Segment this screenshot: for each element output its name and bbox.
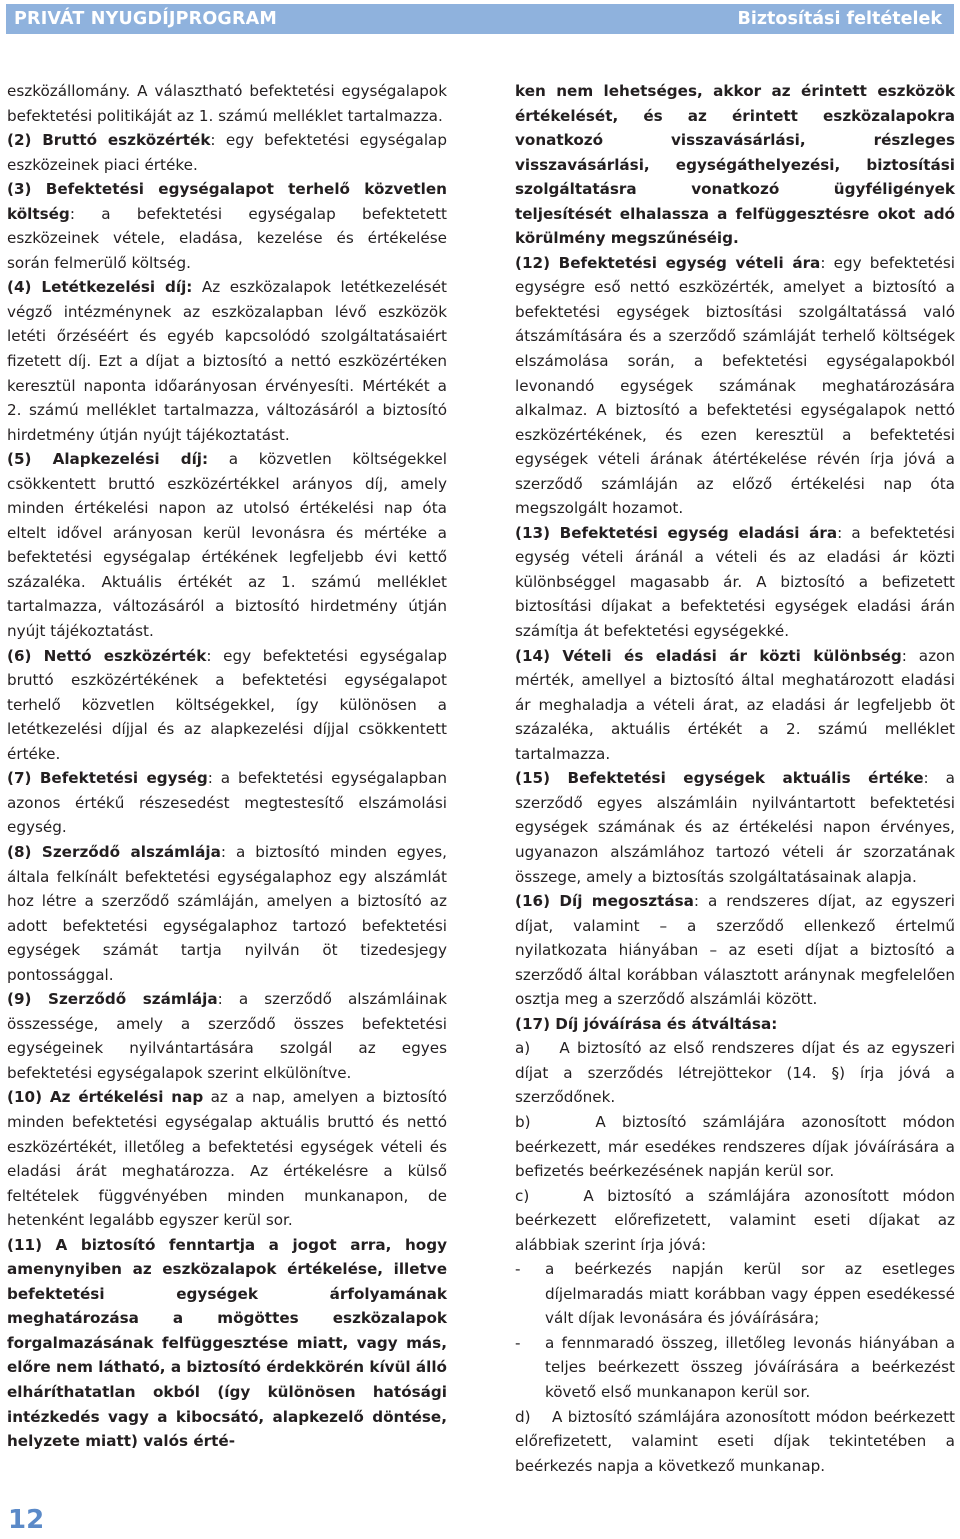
page-number: 12 bbox=[8, 1505, 45, 1535]
paragraph-15 bbox=[515, 766, 955, 889]
header-section-title: Biztosítási feltételek bbox=[737, 9, 942, 29]
term-15: (15) Befektetési egységek aktuális értéke bbox=[515, 769, 924, 788]
definition-5: a közvetlen költségekkel csökkentett bruttó eszközértékkel arányos díj, amely minden értékelési napon az utolsó értékelési nap óta eltelt idővel arányosan kerül levonásra és mértéke a befektetési egységalap értékének legfeljebb évi kettő százaléka. Aktuális értékét az 1. számú melléklet tartalmazza, változásáról a biztosító hirdetmény útján nyújt tájékoztatást. bbox=[7, 450, 447, 641]
definition-3: : a befektetési egységalap befektetett eszközeinek vétele, eladása, kezelése és értékelése során felmerülő költség. bbox=[7, 204, 447, 272]
paragraph-12 bbox=[515, 251, 955, 521]
item-d-marker: d) bbox=[515, 1407, 531, 1426]
term-8: (8) Szerződő alszámlája bbox=[7, 842, 221, 861]
right-text-column bbox=[515, 79, 955, 1478]
item-c-text: A biztosító a számlájára azonosított módon beérkezett előrefizetett, valamint eseti díjakat az alábbiak szerint írja jóvá: bbox=[515, 1186, 956, 1254]
definition-7: : a befektetési egységalapban azonos értékű részesedést megtestesítő elszámolási egység. bbox=[7, 769, 448, 837]
header-program-title: PRIVÁT NYUGDÍJPROGRAM bbox=[14, 9, 277, 29]
term-12: (12) Befektetési egység vételi ára bbox=[515, 253, 821, 272]
paragraph-11-continuation: ken nem lehetséges, akkor az érintett eszközök értékelését, és az érintett eszközalapokra vonatkozó visszavásárlási, részleges visszavásárlási, egységáthelyezési, biztosítási szolgáltatásra vonatkozó ügyféligények teljesítését elhalassza a felfüggesztésre okot adó körülmény megszűnéséig. bbox=[515, 82, 955, 248]
item-a-marker: a) bbox=[515, 1039, 531, 1058]
paragraph-8 bbox=[7, 840, 447, 987]
paragraph-17-title: (17) Díj jóváírása és átváltása: bbox=[515, 1014, 778, 1033]
dash-text-1: a beérkezés napján kerül sor az esetleges díjelmaradás miatt korábban vagy éppen esedékessé vált díjak levonására és jóváírására; bbox=[545, 1260, 955, 1328]
dash-text-2: a fennmaradó összeg, illetőleg levonás hiányában a teljes beérkezett összeg jóváírására a beérkezést követő első munkanapon kerül sor. bbox=[545, 1333, 955, 1401]
paragraph-14 bbox=[515, 644, 955, 767]
dash-marker-1: - bbox=[515, 1260, 521, 1279]
item-d bbox=[515, 1405, 955, 1479]
dash-item-2 bbox=[515, 1331, 955, 1405]
paragraph-2 bbox=[7, 128, 447, 177]
paragraph-1-continuation: eszközállomány. A választható befektetési egységalapok befektetési politikáját az 1. számú melléklet tartalmazza. bbox=[7, 82, 447, 125]
paragraph-4 bbox=[7, 275, 447, 447]
term-9: (9) Szerződő számlája bbox=[7, 990, 218, 1009]
term-4: (4) Letétkezelési díj: bbox=[7, 278, 193, 297]
paragraph-7 bbox=[7, 766, 447, 840]
item-b-marker: b) bbox=[515, 1112, 531, 1131]
paragraph-11: (11) A biztosító fenntartja a jogot arra, hogy amenynyiben az eszközalapok értékelése, illetve befektetési egységek árfolyamának meghatározása a mögöttes eszközalapok forgalmazásának felfüggesztése miatt, vagy más, előre nem látható, a biztosító érdekkörén kívül álló elháríthatatlan okból (így különösen hatósági intézkedés vagy a kibocsátó, alapkezelő döntése, helyzete miatt) valós érté- bbox=[7, 1235, 447, 1451]
item-c bbox=[515, 1184, 955, 1258]
paragraph-9 bbox=[7, 987, 447, 1085]
paragraph-10 bbox=[7, 1085, 447, 1232]
term-5: (5) Alapkezelési díj: bbox=[7, 450, 209, 469]
left-text-column bbox=[7, 79, 447, 1454]
item-a-text: A biztosító az első rendszeres díjat és az egyszeri díjat a szerződés létrejöttekor (14. §) írja jóvá a szerződőnek. bbox=[515, 1039, 955, 1107]
paragraph-5 bbox=[7, 447, 447, 643]
term-10: (10) Az értékelési nap bbox=[7, 1088, 204, 1107]
term-14: (14) Vételi és eladási ár közti különbség bbox=[515, 646, 902, 665]
definition-8: : a biztosító minden egyes, általa felkínált befektetési egységalaphoz egy alszámlát hoz létre a szerződő számláján, amelyen a biztosító az adott befektetési egységalaphoz tartozó befektetési egységek számát tartja nyilván öt tizedesjegy pontossággal. bbox=[7, 842, 447, 984]
definition-10: az a nap, amelyen a biztosító minden befektetési egységalap aktuális bruttó és nettó eszközértékét, illetőleg a befektetési egységek vételi és eladási árát meghatározza. Az értékelésre a külső feltételek függvényében minden munkanapon, de hetenként legalább egyszer kerül sor. bbox=[7, 1088, 447, 1230]
term-13: (13) Befektetési egység eladási ára bbox=[515, 523, 838, 542]
definition-12: : egy befektetési egységre eső nettó eszközérték, amelyet a biztosító a befektetési egységek biztosítási szolgáltatássá való átszámítására és a szerződő számláját terhelő költségek elszámolása során, a befektetési egységalapokból levonandó egységek számának meghatározására alkalmaz. A biztosító a befektetési egységalapok nettó eszközértékének, és ezen keresztül a befektetési egységek vételi árának átértékelése révén írja jóvá a szerződő számláján az előző értékelési nap óta megszolgált hozamot. bbox=[515, 253, 955, 518]
item-c-marker: c) bbox=[515, 1186, 530, 1205]
term-2: (2) Bruttó eszközérték bbox=[7, 131, 211, 150]
definition-2: : egy befektetési egységalap eszközeinek piaci értéke. bbox=[7, 131, 447, 174]
item-b-text: A biztosító számlájára azonosított módon beérkezett, már esedékes rendszeres díjak jóváírására a befizetés beérkezésének napján kerül sor. bbox=[515, 1112, 955, 1181]
paragraph-16 bbox=[515, 889, 955, 1012]
item-a bbox=[515, 1036, 955, 1110]
definition-13: : a befektetési egység vételi áránál a vételi és az eladási ár közti különbséggel magasabb ár. A biztosító a befizetett biztosítási díjakat a befektetési egységek eladási árán számítja át befektetési egységekké. bbox=[515, 523, 956, 641]
definition-15: : a szerződő egyes alszámláin nyilvántartott befektetési egységek számának és az értékelési napon érvényes, ugyanazon alszámlához tartozó vételi ár szorzatának összege, amely a biztosítás szolgáltatásainak alapja. bbox=[515, 769, 955, 886]
dash-marker-2: - bbox=[515, 1333, 521, 1352]
item-d-text: A biztosító számlájára azonosított módon beérkezett előrefizetett, valamint eseti díjak tekintetében a beérkezés napja a következő munkanap. bbox=[515, 1407, 955, 1475]
paragraph-13 bbox=[515, 521, 955, 644]
term-7: (7) Befektetési egység bbox=[7, 769, 208, 788]
definition-16: : a rendszeres díjat, az egyszeri díjat, valamint – a szerződő ellenkező értelmű nyilatkozata hiányában – az eseti díjat a biztosító a szerződő által korábban választott aránynak megfelelően osztja meg a szerződő alszámlái között. bbox=[515, 892, 956, 1009]
term-16: (16) Díj megosztása bbox=[515, 892, 694, 911]
definition-6: : egy befektetési egységalap bruttó eszközértékének a befektetési egységalapot terhelő közvetlen költségekkel, így különösen a letétkezelési díjjal és az alapkezelési díjjal csökkentett értéke. bbox=[7, 646, 447, 763]
dash-item-1 bbox=[515, 1257, 955, 1331]
page-header-bar bbox=[6, 4, 954, 34]
term-3: (3) Befektetési egységalapot terhelő közvetlen költség bbox=[7, 180, 447, 223]
item-b bbox=[515, 1110, 955, 1184]
paragraph-6 bbox=[7, 644, 447, 767]
term-6: (6) Nettó eszközérték bbox=[7, 646, 207, 665]
definition-4: Az eszközalapok letétkezelését végző intézménynek az eszközalapban lévő eszközök letéti őrzéséért és egyéb kapcsolódó szolgáltatásaiért fizetett díj. Ezt a díjat a biztosító a nettó eszközértéken keresztül naponta időarányosan érvényesíti. Mértékét a 2. számú melléklet tartalmazza, változásáról a biztosító hirdetmény útján nyújt tájékoztatást. bbox=[7, 278, 447, 444]
definition-14: : azon mérték, amellyel a biztosító által meghatározott eladási ár meghaladja a vételi árat, az eladási ár legfeljebb öt százaléka, aktuális értékét a 2. számú melléklet tartalmazza. bbox=[515, 646, 955, 763]
paragraph-3 bbox=[7, 177, 447, 275]
definition-9: : a szerződő alszámláinak összessége, amely a szerződő összes befektetési egységeinek nyilvántartására szolgál az egyes befektetési egységalapok szerint elkülönítve. bbox=[7, 990, 447, 1082]
